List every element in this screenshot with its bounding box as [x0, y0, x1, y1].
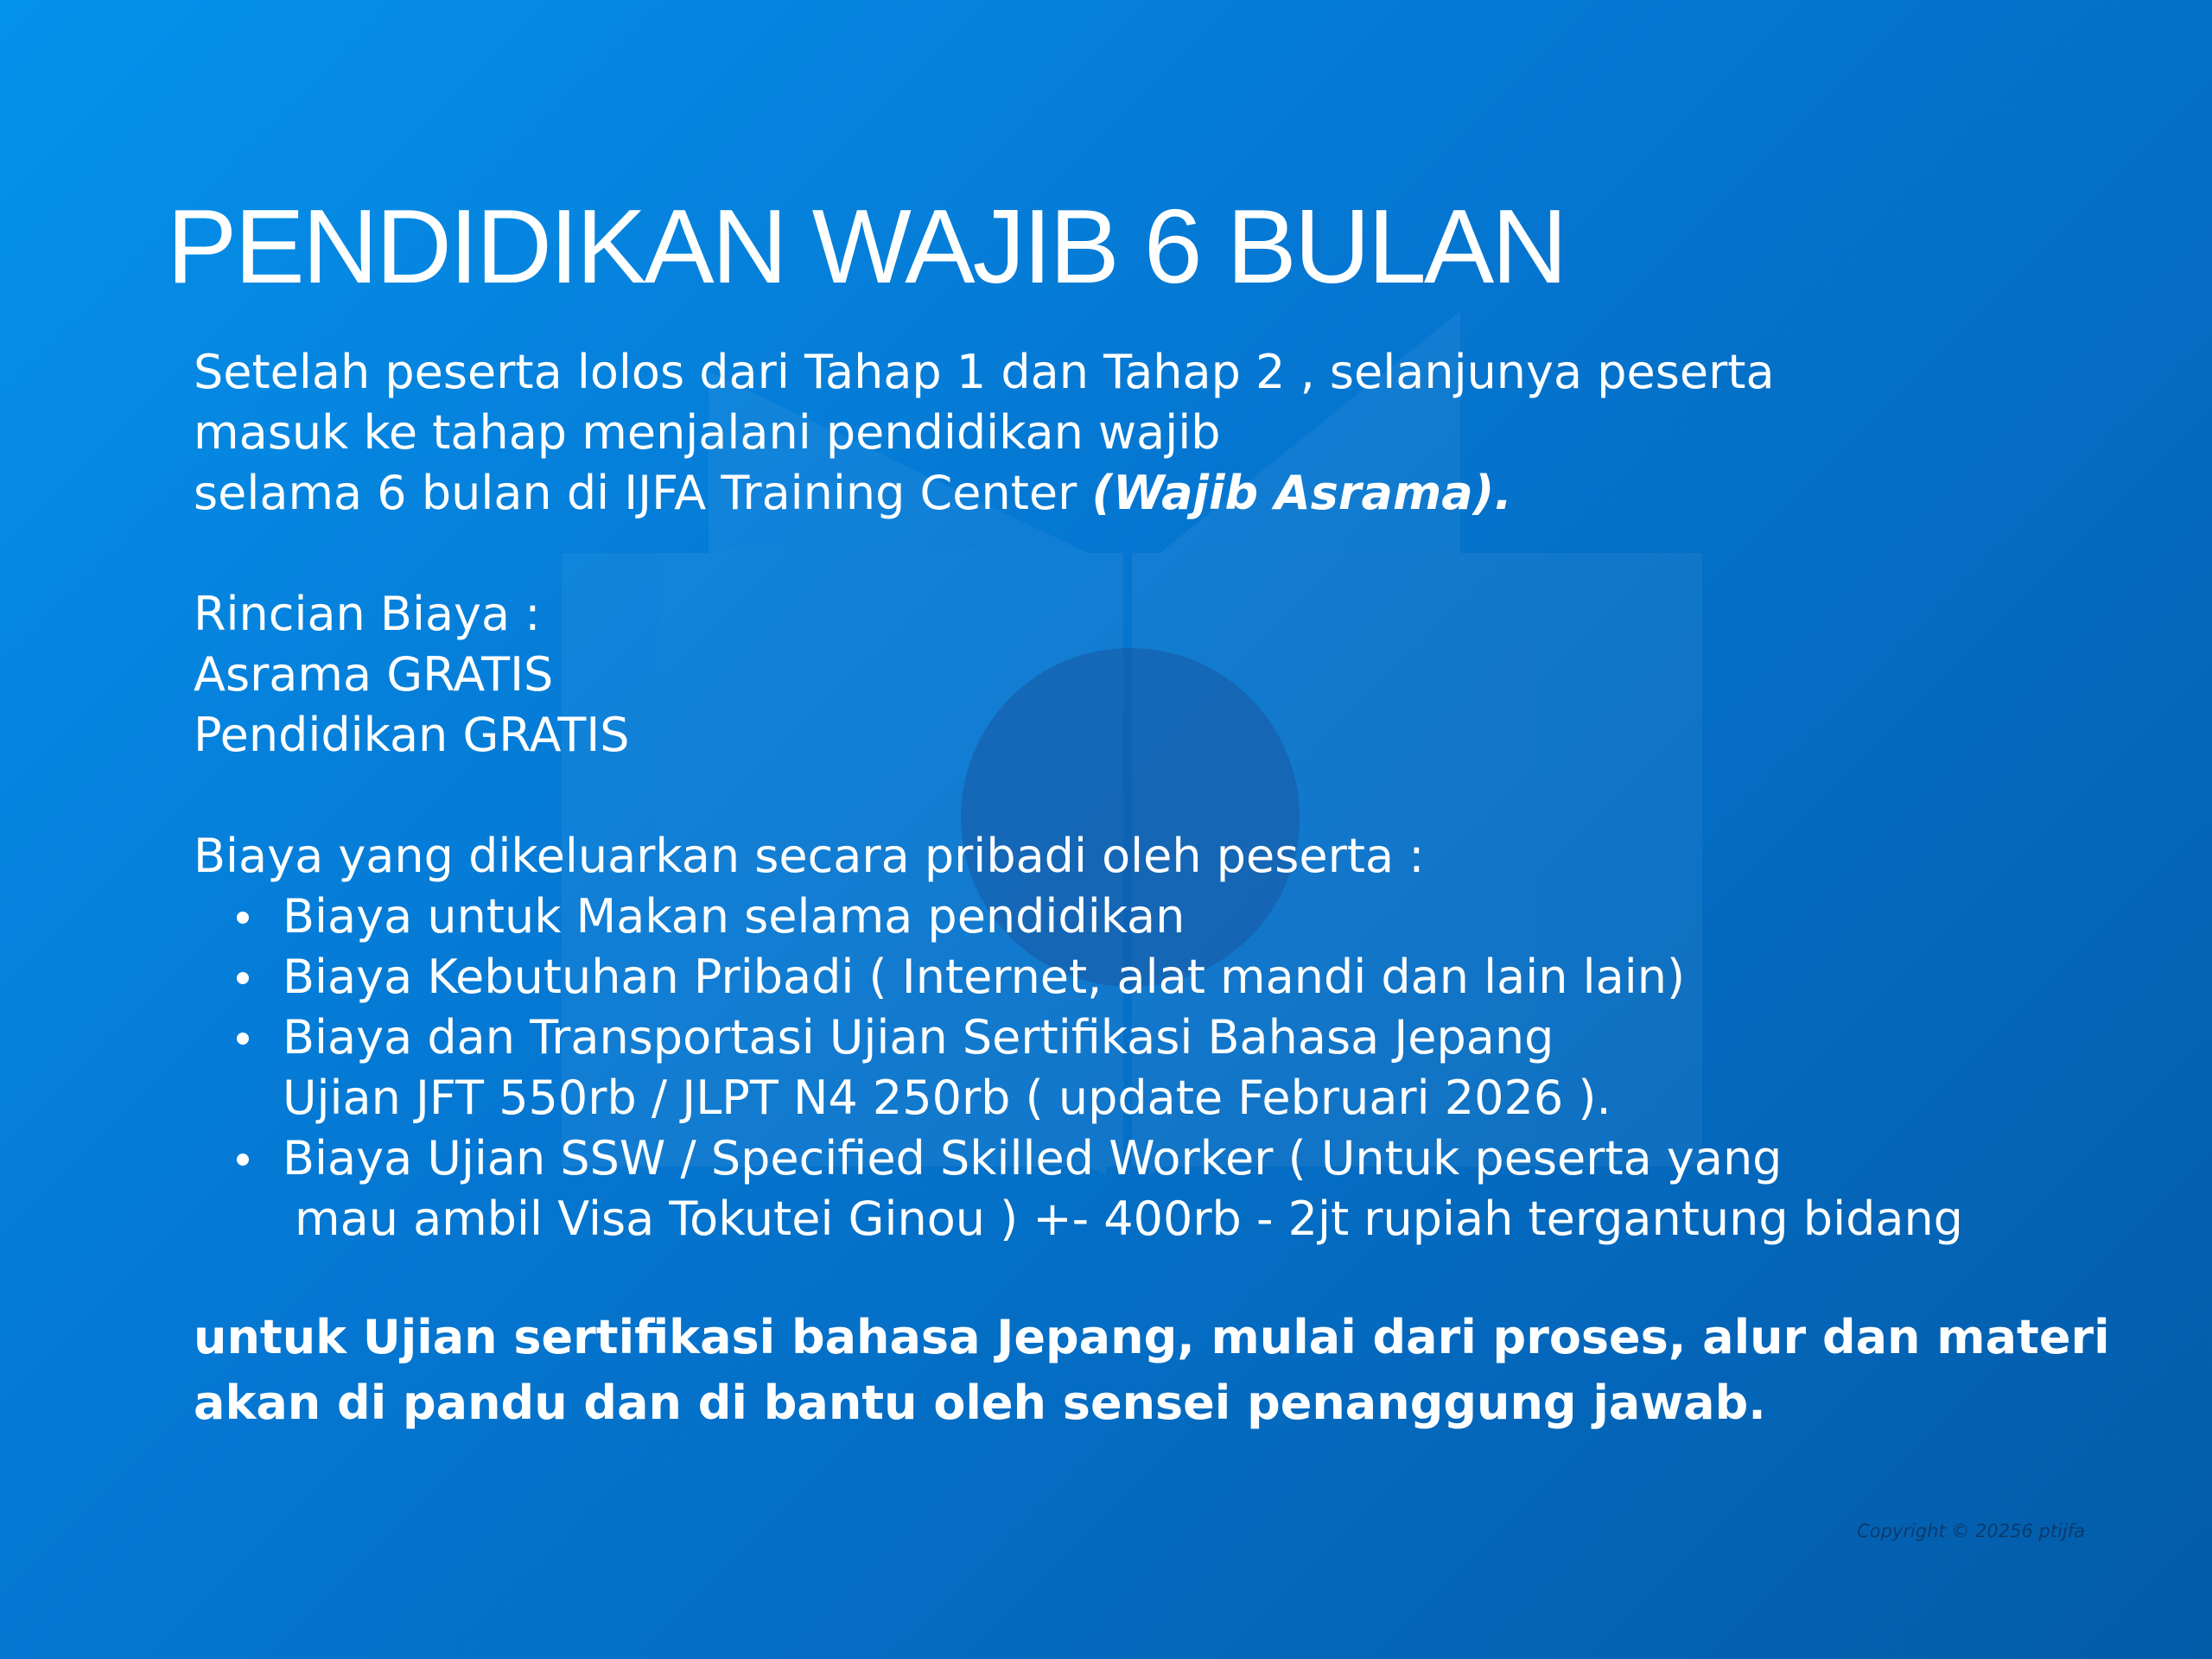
- list-item: [194, 887, 2094, 947]
- wajib-asrama-emphasis: (Wajib Asrama).: [1091, 466, 1512, 520]
- closing-line-1: untuk Ujian sertifikasi bahasa Jepang, mulai dari proses, alur dan materi: [194, 1310, 2110, 1364]
- list-item-continuation: mau ambil Visa Tokutei Ginou ) +- 400rb - 2jt rupiah tergantung bidang: [295, 1192, 1963, 1246]
- spacer: [194, 524, 2094, 584]
- list-item-text: Biaya Kebutuhan Pribadi ( Internet, alat mandi dan lain lain): [283, 950, 1686, 1004]
- body-content: [194, 342, 2094, 1249]
- personal-costs-heading: Biaya yang dikeluarkan secara pribadi oleh peserta :: [194, 829, 1425, 883]
- personal-costs-list: [194, 887, 2094, 1249]
- cost-item-pendidikan: Pendidikan GRATIS: [194, 708, 630, 762]
- bullet-dot-icon: [237, 1154, 249, 1166]
- bullet-dot-icon: [237, 912, 249, 924]
- intro-line-2: masuk ke tahap menjalani pendidikan wajib: [194, 405, 1221, 460]
- list-item-text: Biaya Ujian SSW / Specified Skilled Worker ( Untuk peserta yang: [283, 1131, 1783, 1185]
- closing-line-2: akan di pandu dan di bantu oleh sensei penanggung jawab.: [194, 1376, 1766, 1430]
- list-item-continuation: Ujian JFT 550rb / JLPT N4 250rb ( update Februari 2026 ).: [283, 1071, 1611, 1125]
- list-item: [194, 1128, 2094, 1249]
- cost-details-heading: Rincian Biaya :: [194, 587, 541, 641]
- bullet-dot-icon: [237, 972, 249, 984]
- list-item-text: Biaya dan Transportasi Ujian Sertifikasi Bahasa Jepang: [283, 1010, 1554, 1065]
- list-item: [194, 1007, 2094, 1128]
- list-item: [194, 947, 2094, 1007]
- copyright-text: Copyright © 20256 ptijfa: [1857, 1521, 2085, 1541]
- spacer: [194, 766, 2094, 826]
- cost-item-asrama: Asrama GRATIS: [194, 647, 554, 702]
- intro-line-3-text: selama 6 bulan di IJFA Training Center: [194, 466, 1092, 520]
- intro-line-1: Setelah peserta lolos dari Tahap 1 dan Tahap 2 , selanjunya peserta: [194, 345, 1775, 399]
- bullet-dot-icon: [237, 1033, 249, 1045]
- page-title: PENDIDIKAN WAJIB 6 BULAN: [167, 188, 1566, 305]
- intro-line-3: [194, 463, 2094, 524]
- list-item-text: Biaya untuk Makan selama pendidikan: [283, 889, 1185, 944]
- closing-note: [194, 1305, 2110, 1436]
